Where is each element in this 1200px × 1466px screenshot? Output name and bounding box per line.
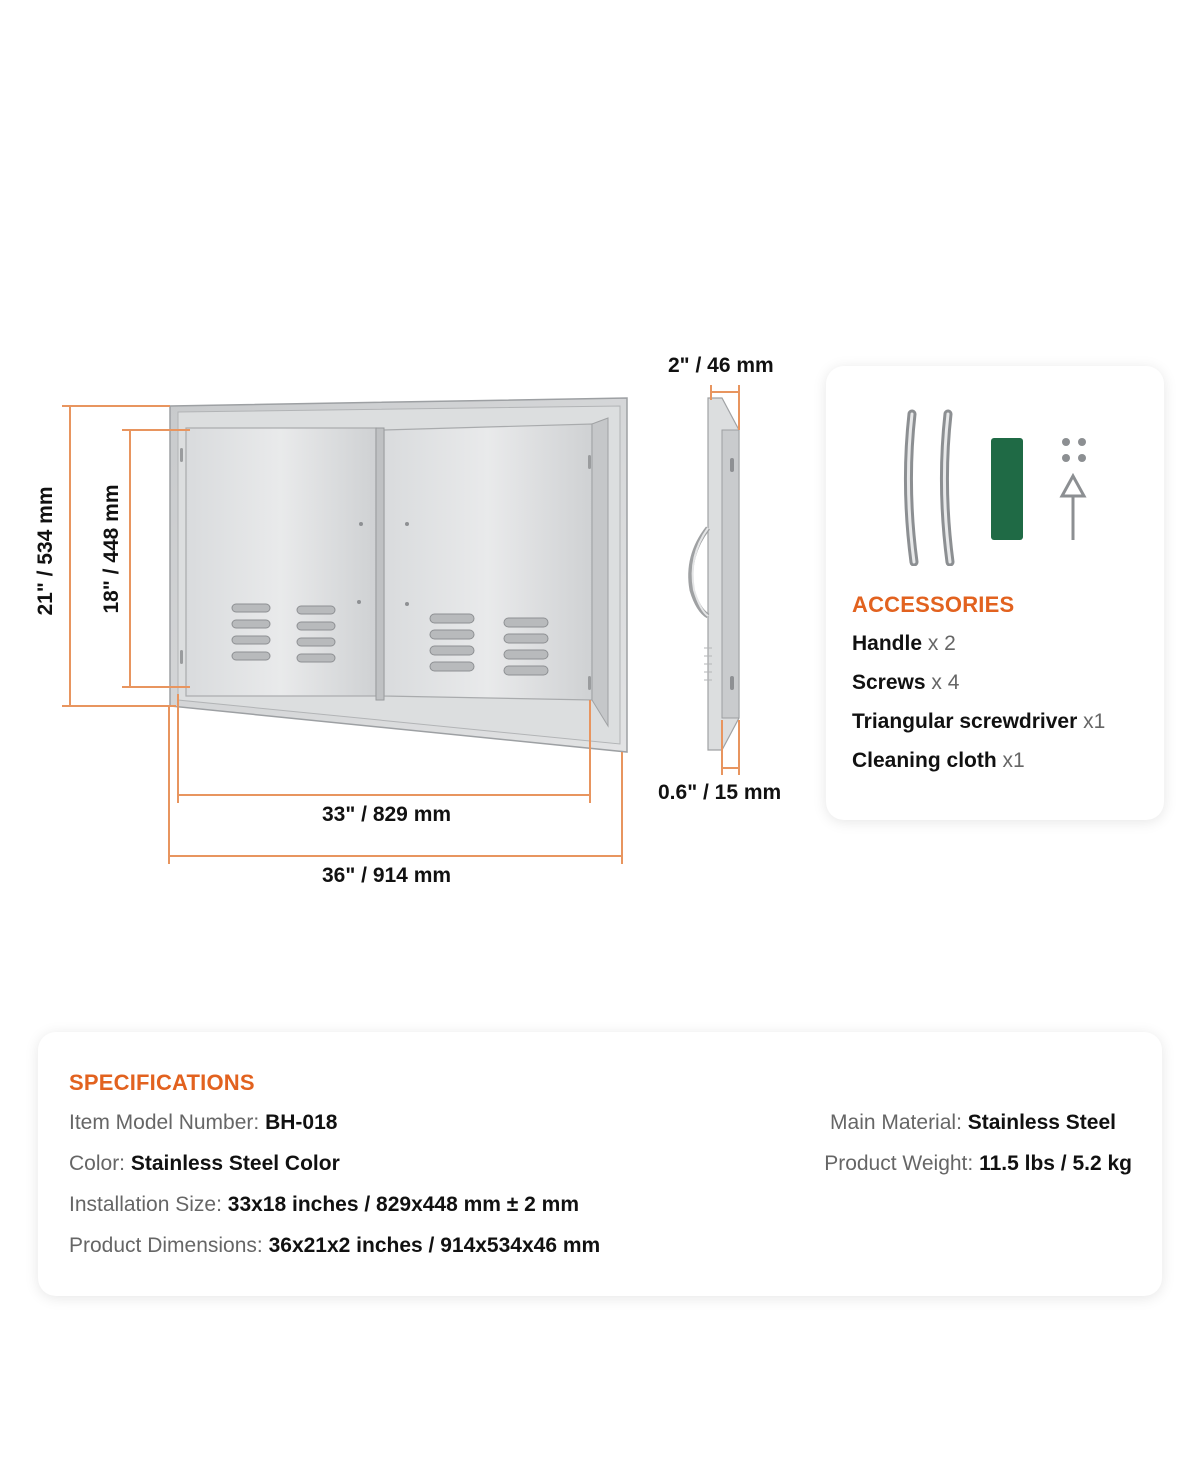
total-height-label: 21" / 534 mm — [34, 486, 57, 616]
spec-main-material: Main Material: Stainless Steel — [830, 1111, 1116, 1134]
right-door-panel — [384, 418, 608, 726]
accessories-card — [826, 366, 1164, 820]
handle-icon — [944, 414, 950, 562]
thickness-label: 0.6" / 15 mm — [658, 781, 782, 804]
accessory-item-handle: Handle x 2 — [852, 632, 956, 655]
cleaning-cloth-icon — [991, 438, 1023, 540]
spec-installation-size: Installation Size: 33x18 inches / 829x448 mm ± 2 mm — [69, 1193, 580, 1216]
total-width-label: 36" / 914 mm — [322, 864, 452, 887]
depth-label: 2" / 46 mm — [668, 354, 774, 377]
specifications-title: SPECIFICATIONS — [69, 1070, 255, 1095]
spec-product-dimensions: Product Dimensions: 36x21x2 inches / 914x534x46 mm — [69, 1234, 601, 1257]
spec-model-number: Item Model Number: BH-018 — [69, 1111, 338, 1134]
door-side-illustration — [691, 398, 739, 750]
accessories-illustration — [826, 366, 1164, 566]
accessory-item-screws: Screws x 4 — [852, 671, 960, 694]
inner-height-label: 18" / 448 mm — [100, 484, 123, 614]
screwdriver-icon — [1062, 476, 1084, 540]
specifications-card — [38, 1032, 1162, 1296]
handle-icon — [908, 414, 914, 562]
spec-color: Color: Stainless Steel Color — [69, 1152, 340, 1175]
accessory-item-screwdriver: Triangular screwdriver x1 — [852, 710, 1106, 733]
accessory-item-cloth: Cleaning cloth x1 — [852, 749, 1025, 772]
spec-product-weight: Product Weight: 11.5 lbs / 5.2 kg — [824, 1152, 1132, 1175]
screws-icon — [1062, 438, 1086, 462]
accessories-title: ACCESSORIES — [852, 592, 1015, 617]
left-door-panel — [186, 428, 376, 696]
inner-width-label: 33" / 829 mm — [322, 803, 452, 826]
